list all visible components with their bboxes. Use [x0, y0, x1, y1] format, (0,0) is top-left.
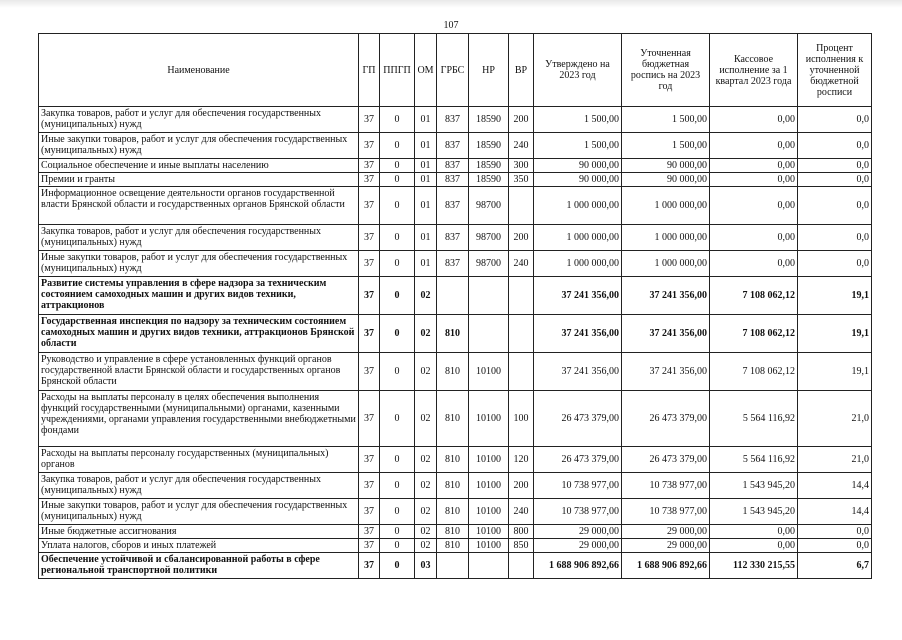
header-percent: Процент исполнения к уточненной бюджетной росписи — [798, 34, 872, 107]
cell-approved: 10 738 977,00 — [534, 473, 622, 499]
table-row — [39, 159, 872, 173]
cell-ppgp: 0 — [380, 173, 415, 187]
cell-gp: 37 — [359, 391, 380, 447]
header-om: ОМ — [415, 34, 437, 107]
cell-ppgp: 0 — [380, 133, 415, 159]
cell-om: 01 — [415, 251, 437, 277]
cell-name: Развитие системы управления в сфере надзора за техническим состоянием самоходных машин и других видов техники, аттракционов — [39, 277, 359, 315]
cell-cash: 0,00 — [710, 251, 798, 277]
cell-approved: 90 000,00 — [534, 173, 622, 187]
table-row — [39, 447, 872, 473]
cell-approved: 29 000,00 — [534, 525, 622, 539]
cell-refined: 29 000,00 — [622, 539, 710, 553]
cell-gp: 37 — [359, 107, 380, 133]
cell-percent: 0,0 — [798, 187, 872, 225]
table-row — [39, 473, 872, 499]
page-number: 107 — [443, 20, 459, 31]
cell-gp: 37 — [359, 539, 380, 553]
table-row — [39, 277, 872, 315]
cell-approved: 37 241 356,00 — [534, 353, 622, 391]
cell-vr: 350 — [509, 173, 534, 187]
cell-gp: 37 — [359, 447, 380, 473]
cell-om: 02 — [415, 391, 437, 447]
cell-grbs: 810 — [437, 447, 469, 473]
cell-np: 10100 — [469, 525, 509, 539]
cell-approved: 29 000,00 — [534, 539, 622, 553]
cell-np — [469, 553, 509, 579]
cell-percent: 0,0 — [798, 159, 872, 173]
table-row — [39, 353, 872, 391]
cell-refined: 37 241 356,00 — [622, 315, 710, 353]
cell-vr: 800 — [509, 525, 534, 539]
cell-gp: 37 — [359, 353, 380, 391]
cell-gp: 37 — [359, 133, 380, 159]
cell-grbs: 810 — [437, 473, 469, 499]
cell-cash: 0,00 — [710, 525, 798, 539]
cell-grbs: 810 — [437, 391, 469, 447]
cell-grbs — [437, 277, 469, 315]
cell-approved: 10 738 977,00 — [534, 499, 622, 525]
cell-om: 02 — [415, 353, 437, 391]
cell-refined: 26 473 379,00 — [622, 447, 710, 473]
cell-name: Расходы на выплаты персоналу в целях обеспечения выполнения функций государственными (муниципальными) органами, казенными учреждениями, органами управления государственными внебюджетными фондами — [39, 391, 359, 447]
cell-name: Премии и гранты — [39, 173, 359, 187]
cell-name: Иные бюджетные ассигнования — [39, 525, 359, 539]
cell-ppgp: 0 — [380, 159, 415, 173]
cell-ppgp: 0 — [380, 539, 415, 553]
cell-name: Руководство и управление в сфере установленных функций органов государственной власти Брянской области и государственных органов Брянской области — [39, 353, 359, 391]
cell-om: 02 — [415, 315, 437, 353]
cell-grbs: 837 — [437, 133, 469, 159]
cell-vr: 240 — [509, 133, 534, 159]
cell-name: Социальное обеспечение и иные выплаты населению — [39, 159, 359, 173]
cell-vr: 100 — [509, 391, 534, 447]
cell-percent: 19,1 — [798, 315, 872, 353]
cell-refined: 37 241 356,00 — [622, 277, 710, 315]
cell-np: 18590 — [469, 107, 509, 133]
cell-cash: 5 564 116,92 — [710, 391, 798, 447]
cell-vr: 200 — [509, 225, 534, 251]
cell-gp: 37 — [359, 277, 380, 315]
table-row — [39, 525, 872, 539]
table-row — [39, 391, 872, 447]
table-row — [39, 499, 872, 525]
cell-name: Иные закупки товаров, работ и услуг для обеспечения государственных (муниципальных) нужд — [39, 133, 359, 159]
cell-name: Закупка товаров, работ и услуг для обеспечения государственных (муниципальных) нужд — [39, 473, 359, 499]
header-refined: Уточненная бюджетная роспись на 2023 год — [622, 34, 710, 107]
cell-approved: 1 000 000,00 — [534, 225, 622, 251]
cell-approved: 1 500,00 — [534, 107, 622, 133]
table-row — [39, 225, 872, 251]
cell-np: 98700 — [469, 251, 509, 277]
cell-grbs: 810 — [437, 539, 469, 553]
cell-ppgp: 0 — [380, 391, 415, 447]
cell-gp: 37 — [359, 499, 380, 525]
header-ppgp: ППГП — [380, 34, 415, 107]
cell-name: Закупка товаров, работ и услуг для обеспечения государственных (муниципальных) нужд — [39, 107, 359, 133]
cell-name: Иные закупки товаров, работ и услуг для обеспечения государственных (муниципальных) нужд — [39, 251, 359, 277]
cell-ppgp: 0 — [380, 499, 415, 525]
cell-vr — [509, 553, 534, 579]
table-row — [39, 553, 872, 579]
cell-grbs: 810 — [437, 499, 469, 525]
cell-ppgp: 0 — [380, 473, 415, 499]
cell-ppgp: 0 — [380, 225, 415, 251]
cell-om: 01 — [415, 225, 437, 251]
cell-np: 10100 — [469, 499, 509, 525]
cell-name: Государственная инспекция по надзору за техническим состоянием самоходных машин и других видов техники, аттракционов Брянской области — [39, 315, 359, 353]
cell-cash: 0,00 — [710, 225, 798, 251]
cell-cash: 0,00 — [710, 187, 798, 225]
cell-percent: 0,0 — [798, 173, 872, 187]
header-np: НР — [469, 34, 509, 107]
cell-grbs: 837 — [437, 173, 469, 187]
cell-om: 02 — [415, 499, 437, 525]
cell-refined: 10 738 977,00 — [622, 499, 710, 525]
cell-cash: 1 543 945,20 — [710, 499, 798, 525]
cell-refined: 29 000,00 — [622, 525, 710, 539]
cell-refined: 10 738 977,00 — [622, 473, 710, 499]
cell-grbs: 810 — [437, 353, 469, 391]
cell-ppgp: 0 — [380, 187, 415, 225]
table-row — [39, 315, 872, 353]
cell-ppgp: 0 — [380, 447, 415, 473]
cell-refined: 1 000 000,00 — [622, 251, 710, 277]
cell-refined: 1 688 906 892,66 — [622, 553, 710, 579]
cell-gp: 37 — [359, 225, 380, 251]
cell-approved: 1 000 000,00 — [534, 251, 622, 277]
cell-cash: 112 330 215,55 — [710, 553, 798, 579]
header-vr: ВР — [509, 34, 534, 107]
cell-np: 10100 — [469, 473, 509, 499]
cell-om: 01 — [415, 173, 437, 187]
cell-om: 01 — [415, 133, 437, 159]
cell-np — [469, 277, 509, 315]
cell-gp: 37 — [359, 173, 380, 187]
cell-percent: 21,0 — [798, 391, 872, 447]
page-top-edge — [0, 0, 902, 8]
cell-grbs: 837 — [437, 225, 469, 251]
cell-vr: 240 — [509, 251, 534, 277]
cell-grbs: 837 — [437, 107, 469, 133]
cell-refined: 90 000,00 — [622, 173, 710, 187]
cell-percent: 0,0 — [798, 525, 872, 539]
cell-vr: 200 — [509, 107, 534, 133]
cell-ppgp: 0 — [380, 353, 415, 391]
cell-grbs: 837 — [437, 159, 469, 173]
cell-np: 10100 — [469, 447, 509, 473]
cell-np: 18590 — [469, 133, 509, 159]
cell-vr — [509, 315, 534, 353]
cell-np: 18590 — [469, 159, 509, 173]
cell-om: 01 — [415, 107, 437, 133]
cell-percent: 0,0 — [798, 107, 872, 133]
table-row — [39, 539, 872, 553]
cell-vr: 240 — [509, 499, 534, 525]
cell-cash: 0,00 — [710, 173, 798, 187]
cell-np: 10100 — [469, 353, 509, 391]
cell-refined: 90 000,00 — [622, 159, 710, 173]
cell-refined: 1 500,00 — [622, 133, 710, 159]
cell-name: Закупка товаров, работ и услуг для обеспечения государственных (муниципальных) нужд — [39, 225, 359, 251]
cell-refined: 26 473 379,00 — [622, 391, 710, 447]
cell-gp: 37 — [359, 553, 380, 579]
cell-vr: 850 — [509, 539, 534, 553]
cell-percent: 0,0 — [798, 251, 872, 277]
cell-vr: 200 — [509, 473, 534, 499]
cell-np: 10100 — [469, 391, 509, 447]
cell-percent: 14,4 — [798, 473, 872, 499]
cell-approved: 26 473 379,00 — [534, 447, 622, 473]
cell-ppgp: 0 — [380, 525, 415, 539]
cell-percent: 19,1 — [798, 277, 872, 315]
cell-np: 10100 — [469, 539, 509, 553]
table-row — [39, 187, 872, 225]
cell-refined: 1 000 000,00 — [622, 225, 710, 251]
cell-om: 02 — [415, 473, 437, 499]
cell-name: Информационное освещение деятельности органов государственной власти Брянской области и государственных органов Брянской области — [39, 187, 359, 225]
header-approved: Утверждено на 2023 год — [534, 34, 622, 107]
cell-percent: 0,0 — [798, 133, 872, 159]
cell-name: Иные закупки товаров, работ и услуг для обеспечения государственных (муниципальных) нужд — [39, 499, 359, 525]
cell-om: 02 — [415, 277, 437, 315]
cell-approved: 1 000 000,00 — [534, 187, 622, 225]
cell-percent: 0,0 — [798, 225, 872, 251]
cell-vr — [509, 353, 534, 391]
cell-cash: 1 543 945,20 — [710, 473, 798, 499]
cell-np: 98700 — [469, 187, 509, 225]
cell-grbs: 810 — [437, 525, 469, 539]
cell-approved: 37 241 356,00 — [534, 315, 622, 353]
header-name: Наименование — [39, 34, 359, 107]
cell-approved: 1 500,00 — [534, 133, 622, 159]
header-gp: ГП — [359, 34, 380, 107]
table-row — [39, 107, 872, 133]
cell-om: 02 — [415, 539, 437, 553]
cell-om: 01 — [415, 159, 437, 173]
cell-np — [469, 315, 509, 353]
cell-ppgp: 0 — [380, 553, 415, 579]
cell-cash: 7 108 062,12 — [710, 353, 798, 391]
cell-name: Обеспечение устойчивой и сбалансированной работы в сфере региональной транспортной политики — [39, 553, 359, 579]
cell-grbs — [437, 553, 469, 579]
cell-percent: 19,1 — [798, 353, 872, 391]
header-grbs: ГРБС — [437, 34, 469, 107]
cell-cash: 0,00 — [710, 159, 798, 173]
cell-refined: 1 500,00 — [622, 107, 710, 133]
cell-ppgp: 0 — [380, 251, 415, 277]
cell-refined: 1 000 000,00 — [622, 187, 710, 225]
header-cash: Кассовое исполнение за 1 квартал 2023 года — [710, 34, 798, 107]
cell-vr: 120 — [509, 447, 534, 473]
cell-grbs: 837 — [437, 187, 469, 225]
cell-om: 02 — [415, 447, 437, 473]
cell-ppgp: 0 — [380, 107, 415, 133]
cell-percent: 21,0 — [798, 447, 872, 473]
cell-om: 02 — [415, 525, 437, 539]
cell-refined: 37 241 356,00 — [622, 353, 710, 391]
cell-cash: 0,00 — [710, 107, 798, 133]
budget-execution-table — [38, 33, 872, 579]
cell-ppgp: 0 — [380, 315, 415, 353]
cell-vr — [509, 187, 534, 225]
cell-gp: 37 — [359, 315, 380, 353]
cell-np: 98700 — [469, 225, 509, 251]
cell-cash: 0,00 — [710, 133, 798, 159]
cell-ppgp: 0 — [380, 277, 415, 315]
cell-cash: 7 108 062,12 — [710, 277, 798, 315]
cell-approved: 1 688 906 892,66 — [534, 553, 622, 579]
cell-gp: 37 — [359, 473, 380, 499]
cell-np: 18590 — [469, 173, 509, 187]
table-row — [39, 173, 872, 187]
cell-om: 01 — [415, 187, 437, 225]
cell-name: Расходы на выплаты персоналу государственных (муниципальных) органов — [39, 447, 359, 473]
cell-approved: 90 000,00 — [534, 159, 622, 173]
table-row — [39, 251, 872, 277]
cell-percent: 6,7 — [798, 553, 872, 579]
cell-cash: 0,00 — [710, 539, 798, 553]
cell-percent: 14,4 — [798, 499, 872, 525]
cell-approved: 26 473 379,00 — [534, 391, 622, 447]
table-header-row — [39, 34, 872, 107]
cell-gp: 37 — [359, 251, 380, 277]
cell-om: 03 — [415, 553, 437, 579]
cell-gp: 37 — [359, 159, 380, 173]
table-body — [39, 107, 872, 579]
cell-vr — [509, 277, 534, 315]
cell-percent: 0,0 — [798, 539, 872, 553]
cell-gp: 37 — [359, 187, 380, 225]
cell-grbs: 810 — [437, 315, 469, 353]
table-row — [39, 133, 872, 159]
cell-cash: 7 108 062,12 — [710, 315, 798, 353]
cell-gp: 37 — [359, 525, 380, 539]
cell-approved: 37 241 356,00 — [534, 277, 622, 315]
cell-cash: 5 564 116,92 — [710, 447, 798, 473]
cell-grbs: 837 — [437, 251, 469, 277]
cell-vr: 300 — [509, 159, 534, 173]
cell-name: Уплата налогов, сборов и иных платежей — [39, 539, 359, 553]
